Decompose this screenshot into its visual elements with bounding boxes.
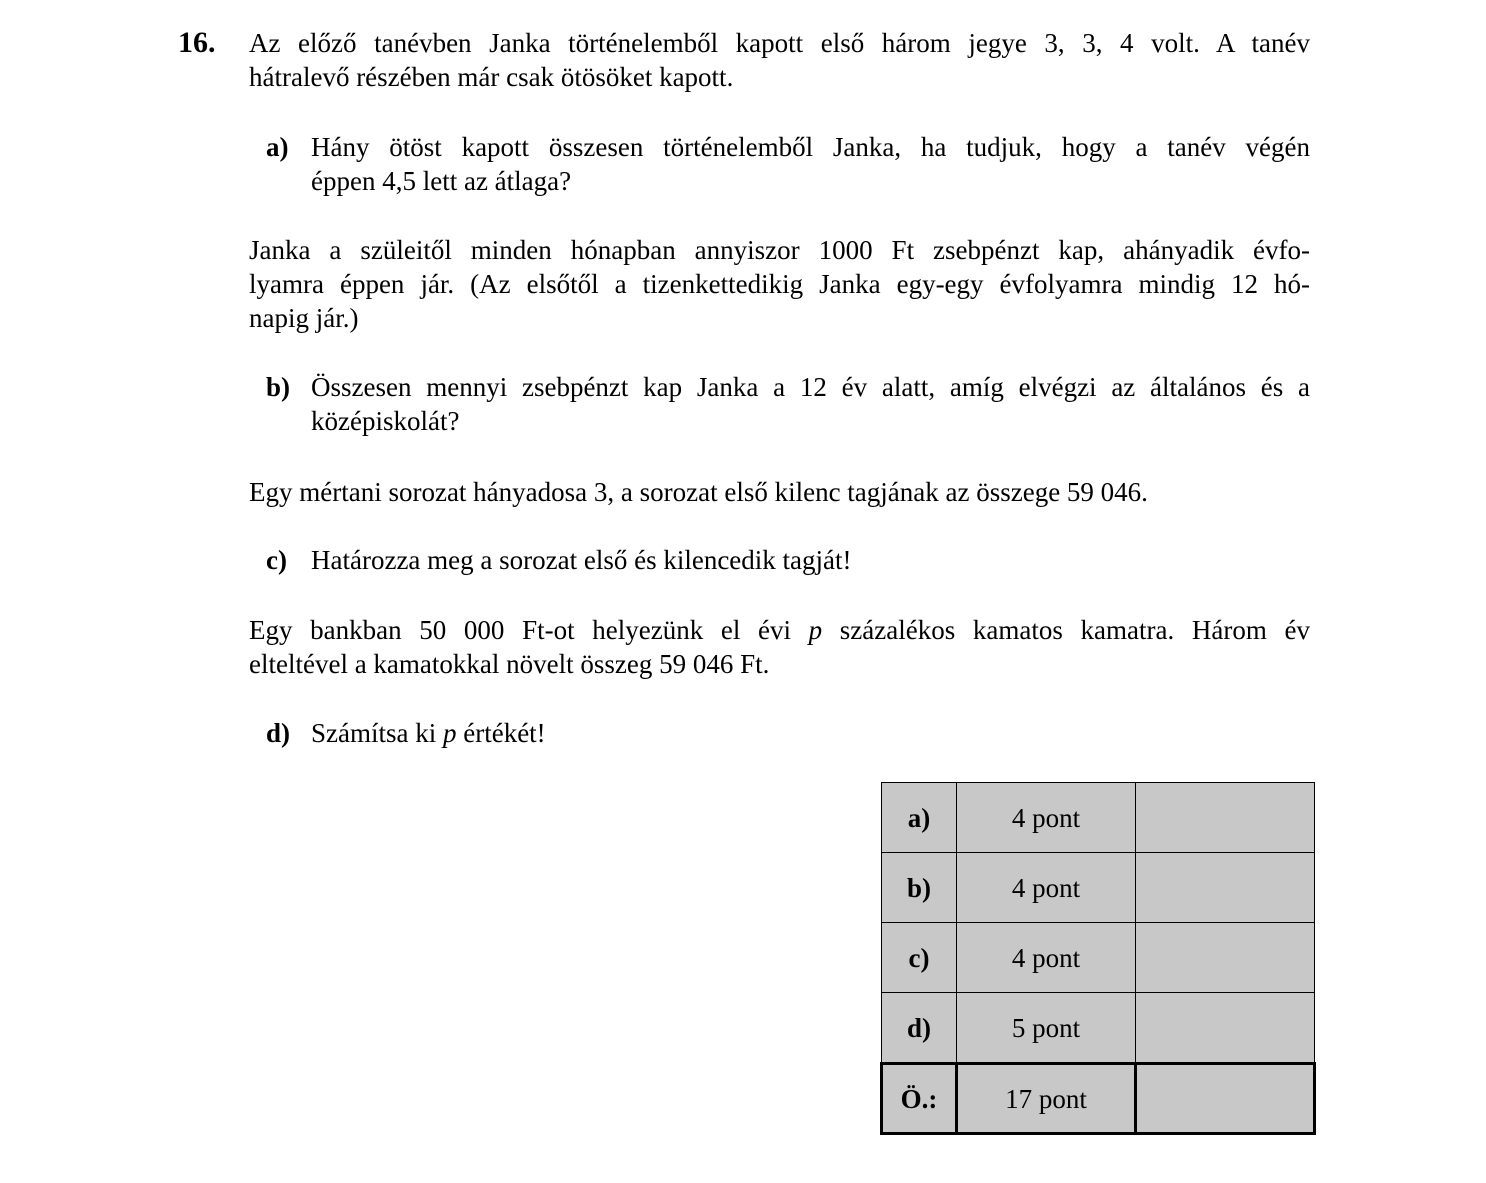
part-c-text xyxy=(311,543,1310,577)
score-row-score-cell xyxy=(1136,923,1315,993)
part-d-text-post: értékét! xyxy=(463,718,546,748)
score-row-points: 4 pont xyxy=(957,923,1136,993)
score-total-points: 17 pont xyxy=(957,1064,1136,1134)
score-row-points: 5 pont xyxy=(957,993,1136,1064)
context-c-line-1: Egy mértani sorozat hányadosa 3, a sorozat első kilenc tagjának az összege 59 046. xyxy=(249,477,1148,507)
context-b-line-1: Janka a szüleitől minden hónapban annyiszor 1000 Ft zsebpénzt kap, ahányadik évfo- xyxy=(249,235,1310,265)
part-d-text xyxy=(311,716,1310,750)
score-row-a xyxy=(882,783,1315,853)
score-row-score-cell xyxy=(1136,853,1315,923)
score-total-score-cell xyxy=(1136,1064,1315,1134)
context-d-line-1-post: százalékos kamatos kamatra. Három év xyxy=(839,615,1310,645)
part-d-line-1 xyxy=(311,716,1310,750)
intro-line-1: Az előző tanévben Janka történelemből kapott első három jegye 3, 3, 4 volt. A tanév xyxy=(249,28,1310,58)
score-total-label: Ö.: xyxy=(882,1064,957,1134)
part-d-label: d) xyxy=(266,718,291,748)
score-row-label: c) xyxy=(882,923,957,993)
part-b-text xyxy=(311,370,1310,438)
context-b-line-2: lyamra éppen jár. (Az elsőtől a tizenkettedikig Janka egy-egy évfolyamra mindig 12 hó- xyxy=(249,269,1310,299)
context-b-line-3: napig jár.) xyxy=(249,303,359,333)
part-b-line-2: középiskolát? xyxy=(311,406,460,436)
intro-line-2: hátralevő részében már csak ötösöket kapott. xyxy=(249,62,734,92)
score-row-total xyxy=(882,1064,1315,1134)
context-d xyxy=(249,613,1310,681)
part-a-line-1: Hány ötöst kapott összesen történelemből Janka, ha tudjuk, hogy a tanév végén xyxy=(311,132,1310,162)
part-a-text xyxy=(311,130,1310,198)
score-row-b xyxy=(882,853,1315,923)
context-b xyxy=(249,233,1310,335)
score-row-score-cell xyxy=(1136,783,1315,853)
score-row-score-cell xyxy=(1136,993,1315,1064)
variable-p: p xyxy=(442,718,457,748)
score-row-points: 4 pont xyxy=(957,853,1136,923)
context-c xyxy=(249,475,1310,509)
score-row-label: d) xyxy=(882,993,957,1064)
part-b-line-1: Összesen mennyi zsebpénzt kap Janka a 12 év alatt, amíg elvégzi az általános és a xyxy=(311,372,1310,402)
score-row-d xyxy=(882,993,1315,1064)
score-table xyxy=(880,782,1316,1135)
part-b-label: b) xyxy=(266,372,291,402)
variable-p: p xyxy=(808,615,823,645)
part-c-label: c) xyxy=(266,545,287,575)
score-row-label: b) xyxy=(882,853,957,923)
part-d-text-pre: Számítsa ki xyxy=(311,718,437,748)
context-d-line-1-pre: Egy bankban 50 000 Ft-ot helyezünk el évi xyxy=(249,615,791,645)
part-c-line-1: Határozza meg a sorozat első és kilencedik tagját! xyxy=(311,545,852,575)
part-a-line-2: éppen 4,5 lett az átlaga? xyxy=(311,166,572,196)
question-number: 16. xyxy=(178,26,216,59)
part-a-label: a) xyxy=(266,132,289,162)
score-row-label: a) xyxy=(882,783,957,853)
context-d-line-2: elteltével a kamatokkal növelt összeg 59 046 Ft. xyxy=(249,649,770,679)
context-d-line-1 xyxy=(249,613,1310,647)
score-row-c xyxy=(882,923,1315,993)
score-row-points: 4 pont xyxy=(957,783,1136,853)
question-intro xyxy=(249,26,1310,94)
